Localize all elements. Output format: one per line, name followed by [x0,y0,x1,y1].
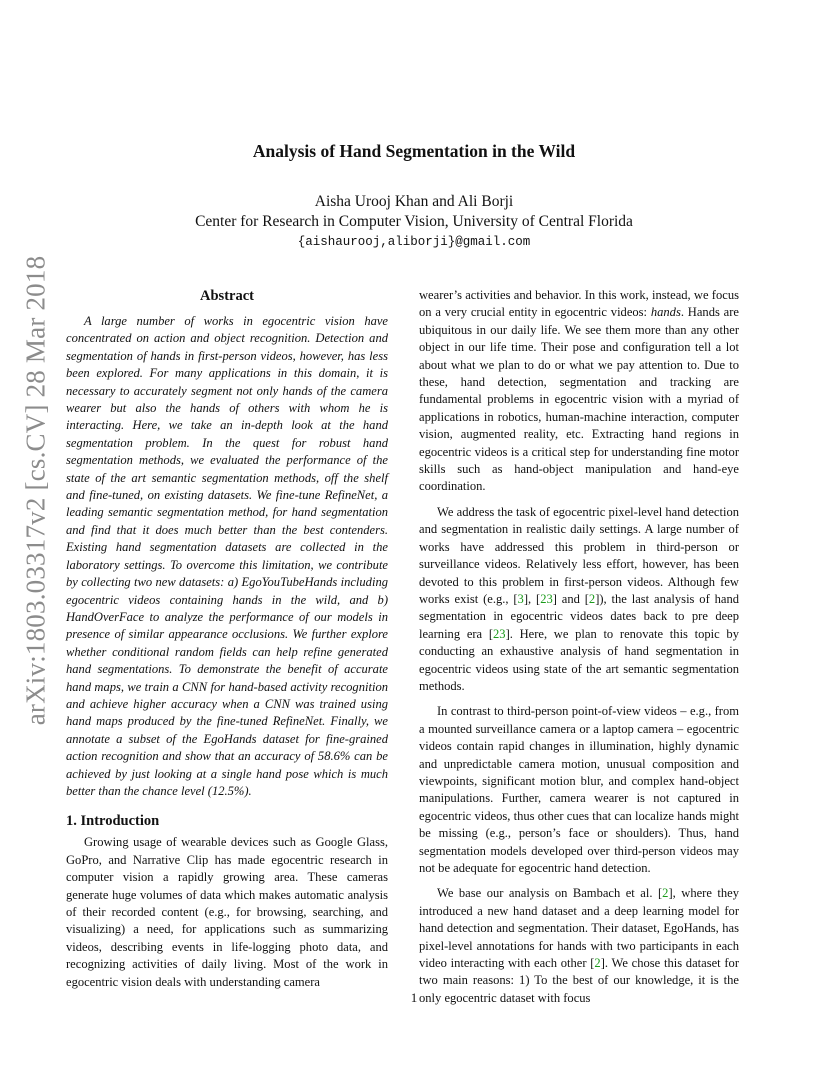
page-number: 1 [410,990,418,1005]
emphasis-hands: hands [650,305,681,320]
citation-link[interactable]: 2 [594,956,601,971]
author-email: {aishaurooj,aliborji}@gmail.com [297,235,531,249]
arxiv-stamp [16,255,56,725]
citation-link[interactable]: 23 [493,626,506,641]
author-list: Aisha Urooj Khan and Ali Borji [314,193,514,210]
intro-paragraph-2: We address the task of egocentric pixel-level hand detection and segmentation in realistic daily settings. A large number of works have addressed this problem in third-person or surveillance videos. Relatively less effort, however, has been devoted to this problem in first-person videos. Although few works exist (e.g., [3], [23] and [2]), the last analysis of hand segmentation in egocentric videos dates back to pre deep learning era [23]. Here, we plan to renovate this topic by conducting an exhaustive analysis of hand segmentation in egocentric videos using state of the art semantic segmentation methods. [419,504,739,693]
right-column [419,287,739,1007]
intro-heading: 1. Introduction [66,813,160,830]
intro-paragraph-3: In contrast to third-person point-of-view videos – e.g., from a mounted surveillance camera or a laptop camera – egocentric videos contain rapid changes in illumination, highly dynamic and unpredictable camera motion, unusual composition and viewpoints, significant motion blur, and complex hand-object manipulations. Further, camera wearer is not captured in egocentric videos, thus other cues that can localize hands might be missing (e.g., person’s face or shoulders). Thus, hand segmentation models developed over third-person videos may not be adequate for egocentric hand detection. [419,704,739,875]
paper-title: Analysis of Hand Segmentation in the Wild [252,141,576,161]
citation-link[interactable]: 3 [517,591,524,606]
intro-paragraph-1-continued: wearer’s activities and behavior. In this work, instead, we focus on a very crucial entity in egocentric videos: hands. Hands are ubiquitous in our daily life. We see them more than any other object in our life time. Their pose and configuration tell a lot about what we plan to do or what we pay attention to. Due to these, hand detection, segmentation and tracking are fundamental problems in egocentric vision with a myriad of applications in robotics, human-machine interaction, computer vision, augmented reality, etc. Extracting hand regions in egocentric videos is a critical step for understanding fine motor skills such as hand-object manipulation and hand-eye coordination. [419,288,739,494]
affiliation: Center for Research in Computer Vision, University of Central Florida [195,213,633,230]
abstract-heading: Abstract [200,288,254,304]
abstract-text: A large number of works in egocentric vision have concentrated on action and object recognition. Detection and segmentation of hands in first-person videos, however, has less been explored. For many applications in this domain, it is necessary to accurately segment not only hands of the camera wearer but also the hands of others with whom he is interacting. Here, we take an in-depth look at the hand segmentation problem. In the quest for robust hand segmentation methods, we evaluated the performance of the state of the art semantic segmentation methods, off the shelf and fine-tuned, on existing datasets. We fine-tune RefineNet, a leading semantic segmentation method, for hand segmentation and find that it does much better than the best contenders. Existing hand segmentation datasets are collected in the laboratory settings. To overcome this limitation, we contribute by collecting two new datasets: a) EgoYouTubeHands including egocentric videos containing hands in the wild, and b) HandOverFace to analyze the performance of our models in presence of similar appearance occlusions. We further explore whether conditional random fields can help refine generated hand segmentations. To demonstrate the benefit of accurate hand maps, we train a CNN for hand-based activity recognition and achieve higher accuracy when a CNN was trained using hand maps produced by the fine-tuned RefineNet. Finally, we annotate a subset of the EgoHands dataset for fine-grained action recognition and show that an accuracy of 58.6% can be achieved by just looking at a single hand pose which is much better than the chance level (12.5%). [66,314,388,798]
left-column [66,286,388,991]
arxiv-id: arXiv:1803.03317v2 [cs.CV] 28 Mar 2018 [20,255,51,725]
intro-paragraph-4: We base our analysis on Bambach et al. [2], where they introduced a new hand dataset and a deep learning model for hand detection and segmentation. Their dataset, EgoHands, has pixel-level annotations for hands with two participants in each video interacting with each other [2]. We chose this dataset for two main reasons: 1) To the best of our knowledge, it is the only egocentric dataset with focus [419,886,740,1005]
intro-paragraph-1: Growing usage of wearable devices such as Google Glass, GoPro, and Narrative Clip has made egocentric research in computer vision a rapidly growing area. These cameras generate huge volumes of data which makes automatic analysis of their recorded content (e.g., for browsing, searching, and visualizing) a need, for applications such as summarizing videos, describing events in life-logging photo data, and recognizing activities of daily living. Most of the work in egocentric vision deals with understanding camera [66,835,388,989]
citation-link[interactable]: 2 [588,591,596,606]
citation-link[interactable]: 2 [662,886,669,901]
citation-link[interactable]: 23 [540,591,553,606]
